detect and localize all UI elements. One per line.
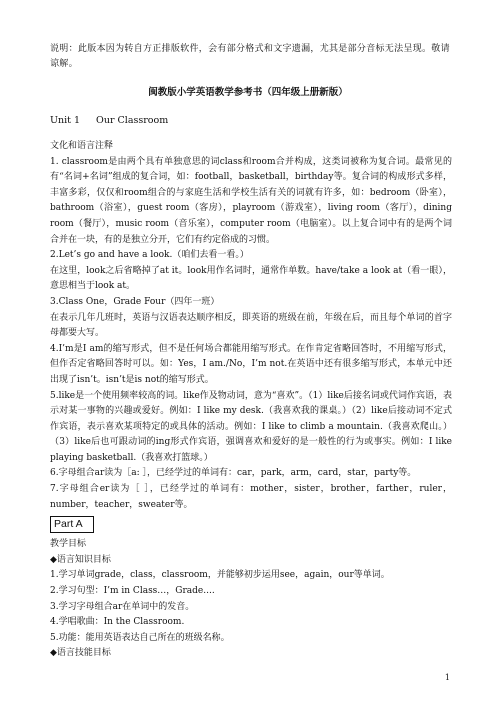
document-title: 闽教版小学英语教学参考书（四年级上册新版）	[148, 87, 348, 98]
section-heading: 文化和语言注释	[50, 141, 114, 151]
page-number: 1	[444, 673, 450, 682]
paragraph: 4.I’m是I am的缩写形式，但不是任何场合都能用缩写形式。在作肯定省略回答时，不用缩写形式，但作否定省略回答时可以。如：Yes，I am./No，I’m not.在英语中还有很多缩写形式，本单元中还出现了isn’t。isn’t是is not的缩写形式。	[50, 343, 452, 385]
paragraph: 7.字母组合er读为［ ］，已经学过的单词有：mother，sister，brother，farther，ruler，number，teacher，sweater等。	[50, 484, 452, 510]
paragraph: 在表示几年几班时，英语与汉语表达顺序相反，即英语的班级在前，年级在后，而且每个单词的首字母都要大写。	[50, 312, 452, 339]
paragraph: 6.字母组合ar读为［a: ］，已经学过的单词有：car，park，arm，card，star，party等。	[50, 468, 417, 479]
objective-item: 5.功能：能用英语表达自己所在的班级名称。	[50, 632, 230, 643]
part-a-heading: Part A	[50, 516, 94, 533]
unit-heading	[50, 115, 184, 126]
paragraph: 5.like是一个使用频率较高的词。like作及物动词，意为“喜欢”。（1）like后接名词或代词作宾语，表示对某一事物的兴趣或爱好。例如：I like my desk.（我喜欢我的课桌。）（2）like后接动词不定式作宾语，表示喜欢某项特定的或具体的活动。例如：I like to climb a mountain.（我喜欢爬山。）（3）like后也可跟动词的ing形式作宾语，强调喜欢和爱好的是一般性的行为或事实。例如：I like playing basketball.（我喜欢打篮球。）	[50, 390, 452, 463]
paragraph: 2.Let’s go and have a look.（咱们去看一看。）	[50, 250, 249, 261]
objective-item: 2.学习句型：I’m in Class…，Grade....	[50, 586, 215, 597]
objectives-heading: 教学目标	[50, 539, 87, 550]
unit-name: Our Classroom	[96, 115, 169, 126]
body-text	[50, 139, 452, 662]
unit-label: Unit 1	[50, 115, 81, 126]
objective-item: 4.学唱歌曲：In the Classroom.	[50, 617, 185, 628]
objective-category: ◆语言技能目标	[50, 648, 111, 659]
paragraph: 3.Class One，Grade Four（四年一班）	[50, 296, 220, 307]
paragraph: 在这里，look之后省略掉了at it。look用作名词时，通常作单数。have/take a look at（看一眼），意思相当于look at。	[50, 265, 452, 292]
disclaimer-note: 说明：此版本因为转自方正排版软件，会有部分格式和文字遗漏，尤其是部分音标无法呈现。敬请谅解。	[50, 44, 450, 69]
objective-item: 3.学习字母组合ar在单词中的发音。	[50, 601, 195, 612]
objective-category: ◆语言知识目标	[50, 554, 111, 565]
paragraph: 1. classroom是由两个具有单独意思的词class和room合并构成，这类词被称为复合词。最常见的有“名词+名词”组成的复合词，如：football，basketball，birthday等。复合词的构成形式多样，丰富多彩，仅仅和room组合的与家庭生活和学校生活有关的词就有许多，如：bedroom（卧室），bathroom（浴室），guest room（客房），playroom（游戏室），living room（客厅），dining room（餐厅），music room（音乐室），computer room（电脑室）。以上复合词中有的是两个词合并在一块，有的是独立分开，它们有约定俗成的习惯。	[50, 156, 452, 245]
objective-item: 1.学习单词grade，class，classroom，并能够初步运用see，again，our等单词。	[50, 570, 390, 581]
